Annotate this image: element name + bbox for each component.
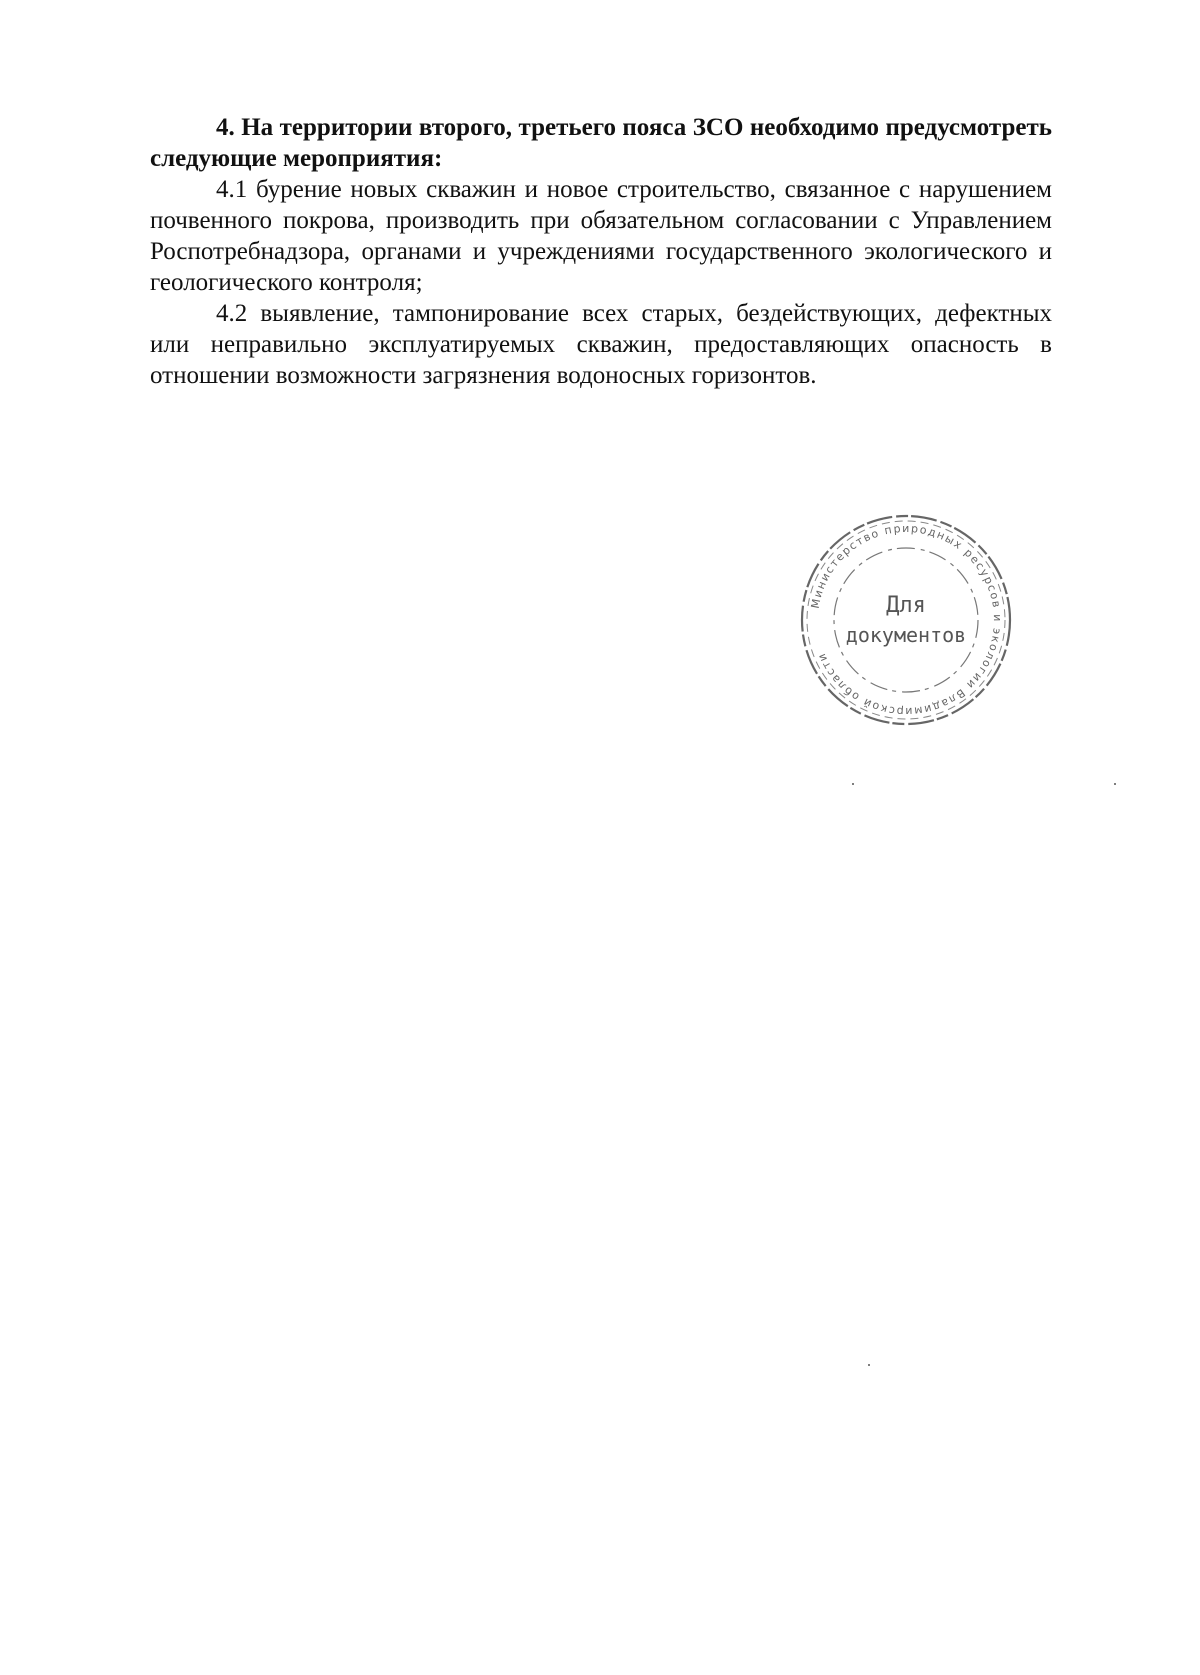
paragraph-item-4-1: 4.1 бурение новых скважин и новое строительство, связанное с нарушением почвенного покрова, производить при обязательном согласовании с Управлением Роспотребнадзора, органами и учреждениями государственного экологического и геологического контроля; xyxy=(150,176,1052,296)
document-body xyxy=(150,112,1052,391)
stamp-outer-ring xyxy=(802,516,1010,724)
stamp-center-line-2: документов xyxy=(845,623,967,647)
scan-speck xyxy=(852,783,854,785)
section-heading: 4. На территории второго, третьего пояса ЗСО необходимо предусмотреть следующие мероприятия: xyxy=(150,114,1052,172)
stamp-center-line-1: Для xyxy=(886,593,926,618)
scan-speck xyxy=(868,1364,870,1366)
stamp-ring-text: Министерство природных ресурсов и экологии Владимирской области xyxy=(808,521,1005,719)
stamp-inner-ring xyxy=(834,548,978,692)
scan-speck xyxy=(1114,783,1116,785)
paragraph-item-4-2: 4.2 выявление, тампонирование всех старых, бездействующих, дефектных или неправильно эксплуатируемых скважин, предоставляющих опасность в отношении возможности загрязнения водоносных горизонтов. xyxy=(150,300,1052,389)
official-stamp xyxy=(796,510,1016,730)
